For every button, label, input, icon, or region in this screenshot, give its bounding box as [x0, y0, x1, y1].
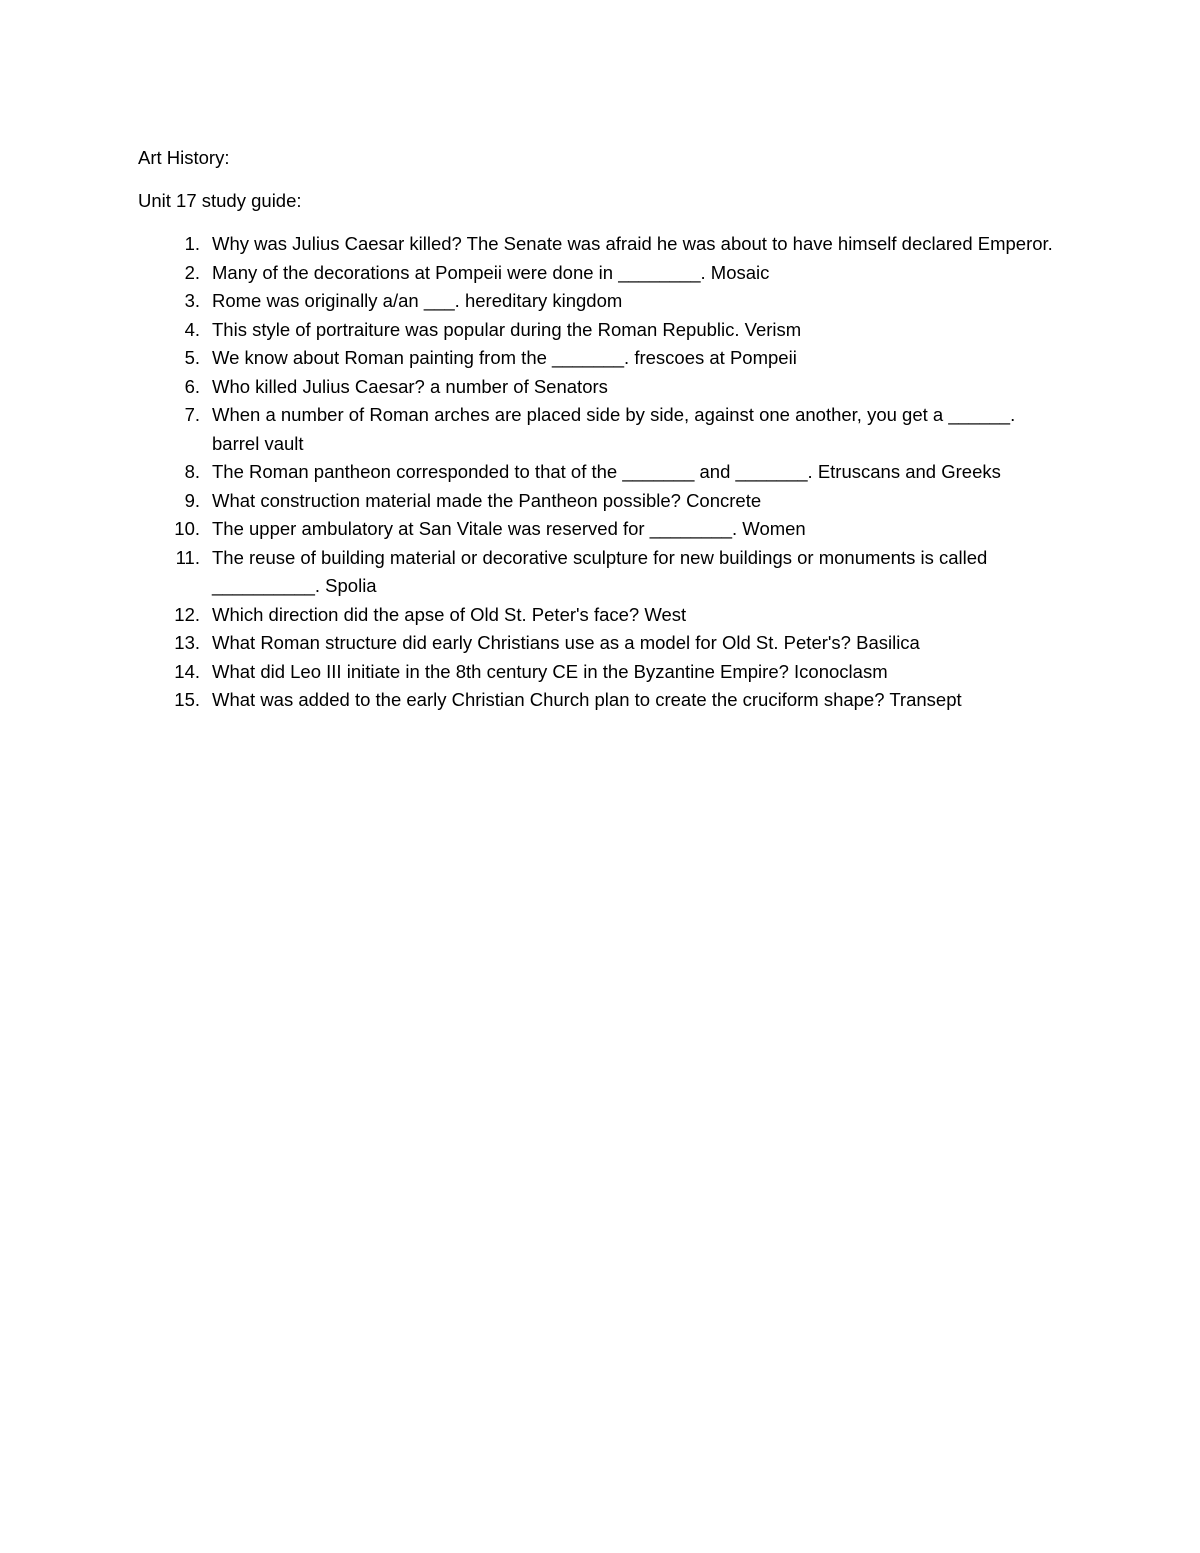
question-item — [0, 515, 1200, 544]
question-text: When a number of Roman arches are placed side by side, against one another, you get a ______. barrel vault — [212, 404, 1016, 454]
question-text: Which direction did the apse of Old St. Peter's face? West — [212, 603, 687, 625]
question-number: 15. — [174, 689, 200, 710]
question-item — [0, 487, 1200, 516]
question-number: 7. — [184, 404, 200, 425]
question-text: This style of portraiture was popular during the Roman Republic. Verism — [212, 318, 802, 340]
question-item — [0, 259, 1200, 288]
question-item — [0, 230, 1200, 259]
document-title: Art History: — [138, 147, 230, 168]
question-item — [0, 601, 1200, 630]
question-number: 3. — [184, 290, 200, 311]
question-text: The upper ambulatory at San Vitale was reserved for ________. Women — [212, 518, 806, 539]
question-number: 9. — [184, 489, 200, 511]
question-item — [0, 544, 1200, 601]
question-item — [0, 629, 1200, 658]
question-text: What construction material made the Pantheon possible? Concrete — [212, 489, 762, 511]
question-text: What Roman structure did early Christians use as a model for Old St. Peter's? Basilica — [212, 632, 920, 653]
question-item — [0, 658, 1200, 687]
question-text: Who killed Julius Caesar? a number of Senators — [212, 375, 608, 397]
question-item — [0, 373, 1200, 402]
question-item — [0, 344, 1200, 373]
question-number: 6. — [184, 375, 200, 397]
question-text: We know about Roman painting from the _______. frescoes at Pompeii — [212, 347, 797, 368]
question-number: 5. — [184, 347, 200, 368]
question-text: What did Leo III initiate in the 8th century CE in the Byzantine Empire? Iconoclasm — [212, 660, 888, 682]
question-text: Rome was originally a/an ___. hereditary kingdom — [212, 290, 623, 311]
question-item — [0, 287, 1200, 316]
question-list — [0, 230, 1200, 715]
question-number: 2. — [184, 261, 200, 283]
question-item — [0, 686, 1200, 715]
question-text: Why was Julius Caesar killed? The Senate was afraid he was about to have himself declared Emperor. — [212, 233, 1053, 254]
question-item — [0, 458, 1200, 487]
question-number: 11. — [175, 546, 200, 568]
question-text: Many of the decorations at Pompeii were done in ________. Mosaic — [212, 261, 770, 283]
question-text: The reuse of building material or decorative sculpture for new buildings or monuments is called __________. Spolia — [212, 546, 988, 596]
question-number: 12. — [174, 603, 200, 625]
question-number: 10. — [174, 518, 200, 539]
question-text: The Roman pantheon corresponded to that of the _______ and _______. Etruscans and Greeks — [212, 461, 1001, 482]
document-subtitle: Unit 17 study guide: — [138, 190, 302, 211]
question-number: 8. — [184, 461, 200, 482]
question-item — [0, 316, 1200, 345]
question-text: What was added to the early Christian Church plan to create the cruciform shape? Transept — [212, 689, 962, 710]
question-number: 1. — [184, 233, 200, 254]
question-number: 14. — [174, 660, 200, 682]
question-number: 13. — [174, 632, 200, 653]
question-number: 4. — [184, 318, 200, 340]
question-item — [0, 401, 1200, 458]
